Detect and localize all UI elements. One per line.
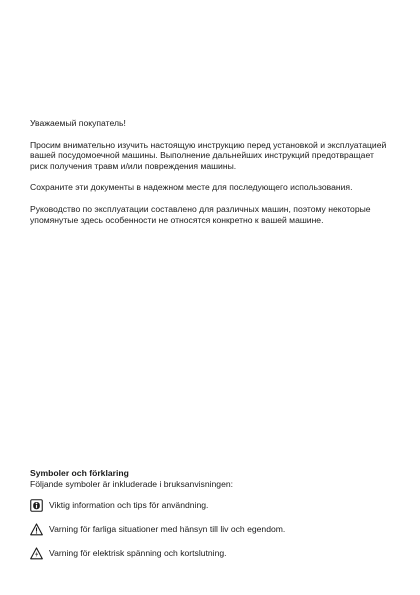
intro-paragraph-1: Просим внимательно изучить настоящую инструкцию перед установкой и эксплуатацией вашей посудомоечной машины. Выполнение дальнейших инструкций предотвращает риск получения травм и/или повреждения машины.	[30, 139, 387, 171]
electrical-warning-icon	[30, 547, 43, 560]
symbols-section	[30, 468, 390, 570]
symbols-description: Följande symboler är inkluderade i bruksanvisningen:	[30, 478, 234, 489]
symbol-list	[30, 498, 390, 561]
intro-section	[30, 118, 390, 236]
intro-paragraph-3: Руководство по эксплуатации составлено для различных машин, поэтому некоторые упомянутые здесь особенности не относятся конкретно к вашей машине.	[30, 203, 371, 225]
info-icon	[30, 499, 43, 512]
symbols-title: Symboler och förklaring	[30, 468, 129, 478]
greeting: Уважаемый покупатель!	[30, 118, 126, 128]
symbol-text-warning: Varning för farliga situationer med hänsyn till liv och egendom.	[49, 524, 286, 535]
symbol-text-electrical: Varning för elektrisk spänning och kortslutning.	[49, 548, 227, 559]
symbol-item-electrical	[30, 546, 390, 561]
symbol-item-info	[30, 498, 390, 513]
intro-paragraph-2: Сохраните эти документы в надежном месте для последующего использования.	[30, 182, 353, 193]
warning-triangle-icon	[30, 523, 43, 536]
symbol-item-warning	[30, 522, 390, 537]
symbol-text-info: Viktig information och tips för användning.	[49, 500, 209, 511]
